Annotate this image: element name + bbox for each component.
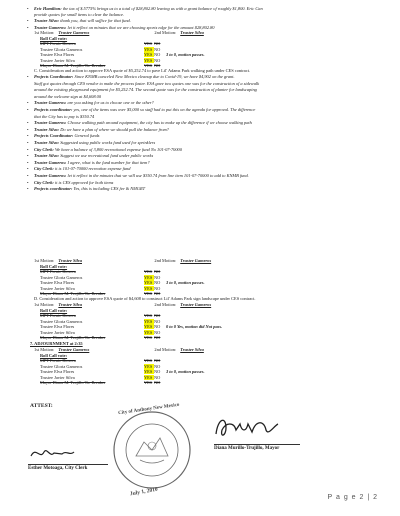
minutes-bullet-line: [34, 94, 101, 99]
speaker-text: that the City has to pay is $350.74: [34, 113, 95, 119]
vote-no: NO: [154, 329, 161, 335]
minutes-bullet-line: [34, 147, 182, 152]
vote-yes: YES: [144, 324, 153, 330]
vote-yes: YES: [144, 313, 153, 319]
minutes-bullet-line: [34, 180, 113, 185]
bullet-marker: •: [27, 133, 29, 139]
mayor-name: Diana Murillo-Trujillo, Mayor: [214, 444, 300, 451]
minutes-bullet-line: [34, 186, 145, 191]
speaker-name: Trustee Silva:: [34, 140, 60, 145]
speaker-text: Choose walking path around equipment, the city has to make up the difference if we choose walking path: [67, 120, 252, 126]
motion-label-1st: 1st Motion:: [34, 30, 55, 35]
vote-no: NO: [154, 318, 161, 324]
vote-no: NO: [154, 280, 161, 286]
speaker-text: General funds: [74, 133, 100, 139]
speaker-name: Trustee Silva:: [34, 18, 60, 24]
vote-yes: YES: [144, 374, 153, 380]
speaker-text: the tax of $.5775% brings us to a total of $28,802.80 leaving us with a grant balance of roughly $1,800. Eric Can: [62, 6, 263, 11]
vote-no: NO: [154, 63, 161, 68]
speaker-text: yes, one of the items was over $5,000 so staff had to put this on the agenda for approval. The difference: [73, 107, 256, 112]
bullet-marker: •: [27, 126, 29, 132]
roll-call-label: Roll Call vote:: [40, 353, 68, 358]
vote-no: NO: [154, 369, 161, 375]
voter-name: Trustee Gloria Gameros: [40, 274, 83, 280]
motion-first: Trustee Gameros: [58, 30, 90, 35]
speaker-name: Trustee Gameros:: [34, 100, 67, 106]
minutes-bullet-line: [34, 100, 154, 105]
vote-no: NO: [154, 335, 161, 340]
speaker-name: Projects coordinator:: [34, 186, 73, 192]
motion-second: Trustee Silva: [180, 347, 204, 352]
vote-no: NO: [154, 324, 161, 330]
voter-name: MPT Fernie Herrera: [40, 41, 76, 47]
voter-name: Trustee Gloria Gameros: [40, 363, 83, 369]
speaker-text: I agree, what is the fund number for that item?: [67, 159, 150, 165]
vote-no: NO: [154, 274, 161, 280]
voter-name: Mayor Diana M. Trujillo Tie Breaker: [40, 291, 106, 296]
speaker-text: let it reflect in the minutes that we will use $350.74 from line item 101-07-70000 to add to KNMB fund.: [67, 173, 249, 178]
vote-no: NO: [154, 41, 161, 47]
bullet-marker: •: [27, 24, 29, 30]
minutes-bullet-line: [34, 12, 124, 17]
motion-second: Trustee Gameros: [180, 302, 212, 307]
vote-no: NO: [154, 358, 161, 364]
minutes-bullet-line: [34, 107, 255, 112]
speaker-name: Trustee Gameros:: [34, 24, 67, 30]
vote-yes: YES: [144, 57, 153, 63]
vote-yes: YES: [144, 52, 153, 58]
seal-date: July 1, 2010: [129, 486, 159, 498]
speaker-text: Yes, this is including CES fee & NMGRT: [73, 186, 146, 192]
motion-line: [34, 30, 204, 35]
speaker-text: Staff got quotes through CES vendor to make the process faster. ESA gave two quotes one was for the construction of a sidewalk: [34, 80, 260, 86]
voter-name: Trustee Javier Silva: [40, 57, 75, 63]
motion-label-2nd: 2nd Motion:: [154, 258, 177, 263]
vote-row: [40, 380, 166, 385]
speaker-text: provide quotes for small items to clear the balance.: [34, 12, 125, 18]
speaker-name: Trustee Gameros:: [34, 120, 67, 126]
voter-name: Trustee Elva Flores: [40, 369, 75, 375]
voter-name: Trustee Javier Silva: [40, 285, 75, 291]
minutes-bullet-line: [34, 153, 153, 158]
vote-no: NO: [154, 285, 161, 291]
vote-row: [40, 335, 166, 340]
speaker-name: Trustee Silva:: [34, 126, 60, 132]
vote-result: 3 to 0, motion passes.: [166, 369, 205, 375]
minutes-bullet-line: [34, 120, 252, 125]
bullet-marker: •: [27, 173, 29, 178]
bullet-marker: •: [27, 74, 29, 79]
vote-yes: YES: [144, 291, 153, 296]
clerk-signature: [28, 444, 76, 462]
motion-line: [34, 258, 211, 263]
speaker-text: thank you, that will suffice for that fund.: [60, 18, 131, 24]
minutes-bullet-line: [34, 160, 150, 165]
minutes-bullet-line: [34, 173, 249, 178]
minutes-bullet-line: [34, 81, 259, 86]
vote-no: NO: [154, 46, 161, 52]
bullet-marker: •: [27, 140, 29, 145]
vote-yes: YES: [144, 46, 153, 52]
motion-label-2nd: 2nd Motion:: [154, 302, 177, 307]
vote-yes: YES: [144, 280, 153, 286]
mayor-signature: [212, 412, 282, 442]
vote-no: NO: [154, 269, 161, 275]
speaker-name: City Clerk:: [34, 166, 54, 172]
vote-no: NO: [154, 57, 161, 63]
motion-label-1st: 1st Motion:: [34, 347, 55, 352]
motion-label-2nd: 2nd Motion:: [154, 347, 177, 352]
vote-yes: YES: [144, 274, 153, 280]
vote-result: 3 to 0, motion passes.: [166, 52, 205, 58]
motion-first: Trustee Silva: [58, 258, 82, 263]
voter-name: Trustee Elva Flores: [40, 52, 75, 58]
speaker-text: We have a balance of 3,800 recreational expense fund No 101-07-70000: [55, 146, 182, 152]
vote-yes: YES: [144, 285, 153, 291]
vote-result: 3 to 0, motion passes.: [166, 280, 205, 286]
bullet-marker: •: [27, 166, 29, 172]
vote-no: NO: [154, 380, 161, 385]
attest-label: ATTEST:: [30, 403, 53, 409]
speaker-text: around the existing playground equipment for $5,252.74. The second quote was for the construction of planter for landscaping: [34, 87, 257, 93]
voter-name: Trustee Gloria Gameros: [40, 318, 83, 324]
voter-name: Mayor Diana M. Trujillo Tie Breaker: [40, 63, 106, 68]
motion-line: [34, 347, 204, 352]
roll-call-label: Roll Call vote:: [40, 264, 68, 269]
roll-call-label: Roll Call vote:: [40, 36, 68, 41]
minutes-bullet-line: [34, 166, 130, 171]
bullet-marker: •: [27, 107, 29, 112]
voter-name: Mayor Diana M. Trujillo Tie Breaker: [40, 380, 106, 385]
speaker-name: Projects coordinator:: [34, 107, 73, 112]
vote-yes: YES: [144, 358, 153, 364]
vote-no: NO: [154, 291, 161, 296]
speaker-text: let it reflect on minutes that we are choosing sports edge for the amount $28,802.80: [67, 24, 215, 30]
speaker-name: Projects Coordinator:: [34, 133, 74, 139]
bullet-marker: •: [27, 186, 29, 192]
voter-name: Trustee Javier Silva: [40, 329, 75, 335]
speaker-text: it is CES approved for both items: [55, 179, 114, 185]
speaker-name: Trustee Gameros:: [34, 159, 67, 165]
motion-first: Trustee Gameros: [58, 347, 90, 352]
vote-no: NO: [154, 374, 161, 380]
clerk-name: Esther Motoaga, City Clerk: [28, 464, 108, 471]
minutes-bullet-line: [34, 18, 131, 23]
motion-label-1st: 1st Motion:: [34, 258, 55, 263]
voter-name: Mayor Diana M. Trujillo Tie Breaker: [40, 335, 106, 340]
speaker-name: City Clerk:: [34, 146, 54, 152]
adjournment-heading: 7. ADJOURNMENT at 2:35: [30, 341, 83, 346]
vote-yes: YES: [144, 335, 153, 340]
voter-name: Trustee Gloria Gameros: [40, 46, 83, 52]
agenda-item-c: C. Consideration and action to approve ESA quote of $5,252.74 to pave Lil' Adams Park walking path under CES contract.: [34, 68, 251, 73]
voter-name: MPT Fernie Herrera: [40, 358, 76, 364]
minutes-bullet-line: [34, 114, 94, 119]
voter-name: Trustee Javier Silva: [40, 374, 75, 380]
bullet-marker: •: [27, 146, 29, 152]
vote-yes: YES: [144, 41, 153, 47]
vote-yes: YES: [144, 380, 153, 385]
voter-name: MPT Fernie Herrera: [40, 269, 76, 275]
seal-top-text: City of Anthony New Mexico: [117, 402, 180, 417]
minutes-bullet-line: [34, 127, 169, 132]
speaker-name: Trustee Silva:: [34, 153, 60, 159]
vote-yes: YES: [144, 369, 153, 375]
minutes-bullet-line: [34, 133, 100, 138]
vote-no: NO: [154, 313, 161, 319]
speaker-name: Trustee Gameros:: [34, 173, 67, 178]
vote-yes: YES: [144, 318, 153, 324]
speaker-name: Projects Coordinator:: [34, 74, 74, 79]
speaker-text: are you asking for us to choose one or the other?: [67, 100, 154, 106]
speaker-text: around the welcome sign at $4,608.00: [34, 93, 102, 99]
speaker-text: Do we have a plan of where we should pull the balance from?: [60, 126, 169, 132]
motion-label-2nd: 2nd Motion:: [154, 30, 177, 35]
bullet-marker: •: [27, 18, 29, 24]
bullet-marker: •: [27, 6, 29, 11]
minutes-bullet-line: [34, 74, 235, 79]
vote-result: 0 to 0 Yes, motion did Not pass.: [166, 324, 223, 330]
vote-no: NO: [154, 363, 161, 369]
speaker-text: Suggested using public works fund used for sprinklers: [60, 140, 156, 145]
vote-no: NO: [154, 52, 161, 58]
bullet-marker: •: [27, 120, 29, 126]
roll-call-label: Roll Call vote:: [40, 308, 68, 313]
bullet-marker: •: [27, 153, 29, 159]
minutes-bullet-line: [34, 6, 263, 11]
bullet-marker: •: [27, 179, 29, 185]
minutes-bullet-line: [34, 140, 155, 145]
vote-yes: YES: [144, 363, 153, 369]
motion-line: [34, 302, 211, 307]
city-seal-stamp: [106, 404, 198, 496]
speaker-name: Eric Hamilton:: [34, 6, 62, 11]
motion-first: Trustee Silva: [58, 302, 82, 307]
motion-second: Trustee Silva: [180, 30, 204, 35]
motion-second: Trustee Gameros: [180, 258, 212, 263]
speaker-text: Since KNMB canceled New Mexico cleanup due to Covid-19, we have $4,902 on the grant.: [74, 74, 235, 79]
voter-name: MPT Fernie Herrera: [40, 313, 76, 319]
voter-name: Trustee Elva Flores: [40, 324, 75, 330]
vote-yes: YES: [144, 269, 153, 275]
speaker-text: Suggest we use recreational fund under public works: [60, 153, 154, 159]
speaker-text: it is 101-07-70000 recreation expense fund: [55, 166, 131, 172]
vote-yes: YES: [144, 63, 153, 68]
speaker-name: City Clerk:: [34, 179, 54, 185]
agenda-item-d: D. Consideration and action to approve ESA quote of $4,608 to construct Lil' Adams Park sign landscape under CES contract.: [34, 296, 256, 301]
motion-label-1st: 1st Motion:: [34, 302, 55, 307]
minutes-bullet-line: [34, 87, 257, 92]
bullet-marker: •: [27, 159, 29, 165]
voter-name: Trustee Elva Flores: [40, 280, 75, 286]
bullet-marker: •: [27, 100, 29, 106]
vote-yes: YES: [144, 329, 153, 335]
page-number: P a g e 2 | 2: [327, 494, 378, 501]
